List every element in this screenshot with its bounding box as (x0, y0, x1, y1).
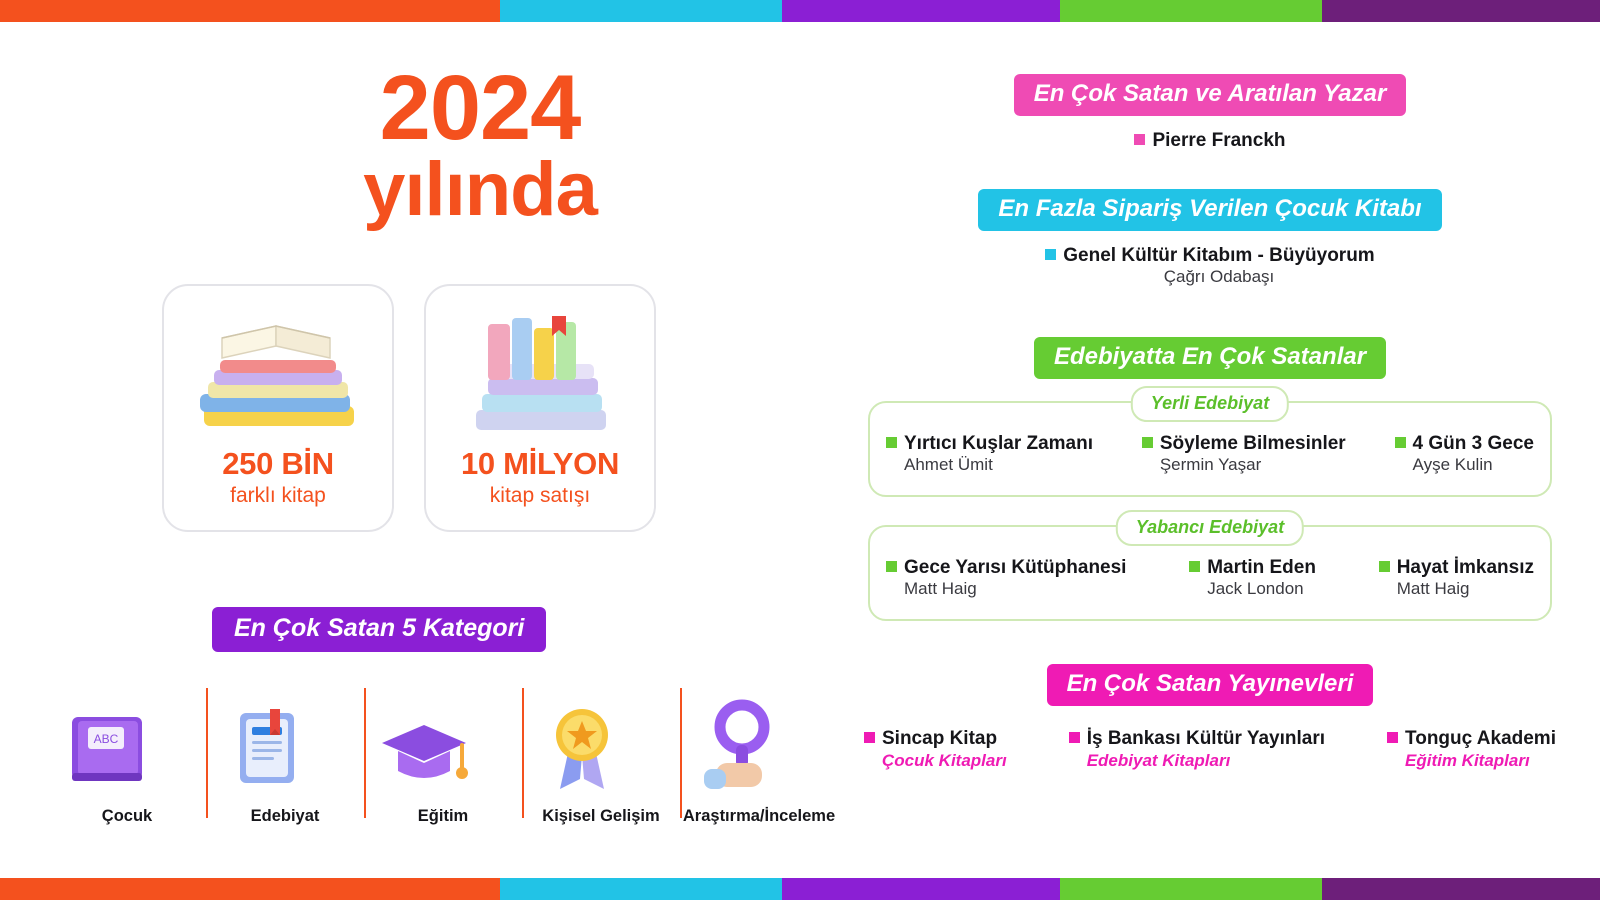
section-bestselling-author (850, 74, 1570, 152)
year-line-1: 2024 (379, 57, 581, 159)
stat-label: farklı kitap (230, 484, 326, 507)
book-title: Hayat İmkansız (1396, 557, 1534, 578)
strip-segment-plum-bottom (1322, 878, 1600, 900)
book-title-row (886, 433, 1093, 455)
categories-title: En Çok Satan 5 Kategori (212, 607, 546, 652)
blue-book-icon (206, 697, 364, 801)
author-entry (850, 130, 1570, 152)
publisher-item (1387, 728, 1556, 771)
category-item-kisisel-gelisim (522, 672, 680, 832)
section-bestselling-publishers (850, 664, 1570, 771)
bullet-magenta-icon (864, 732, 875, 743)
child-book-author: Çağrı Odabaşı (1163, 267, 1275, 286)
stat-number: 10 MİLYON (460, 446, 620, 481)
category-item-arastirma-inceleme (680, 672, 838, 832)
book-author: Ahmet Ümit (904, 455, 993, 474)
section-most-ordered-child-book (850, 189, 1570, 287)
book-title-row (886, 557, 1126, 579)
literature-item (1189, 557, 1316, 599)
book-author: Şermin Yaşar (1159, 455, 1262, 474)
category-label: Edebiyat (250, 807, 320, 825)
publisher-name: Sincap Kitap (882, 728, 998, 749)
literature-group-foreign (868, 517, 1552, 621)
stacked-books-icon (426, 302, 654, 452)
abc-book-icon (48, 697, 206, 801)
content-card (30, 22, 1570, 878)
child-book-title: Genel Kültür Kitabım - Büyüyorum (1063, 245, 1375, 266)
book-title: Martin Eden (1207, 557, 1316, 578)
publisher-name-row (1387, 728, 1556, 750)
stat-label: kitap satışı (489, 484, 591, 507)
category-item-edebiyat (206, 672, 364, 832)
book-author: Matt Haig (904, 579, 977, 598)
bullet-cyan-icon (1045, 249, 1056, 260)
book-author: Ayşe Kulin (1412, 455, 1493, 474)
literature-item (1395, 433, 1534, 475)
section-literature-bestsellers (850, 337, 1570, 621)
literature-group-label: Yerli Edebiyat (1131, 386, 1289, 422)
book-title: Yırtıcı Kuşlar Zamanı (904, 433, 1094, 454)
bottom-color-strip (0, 878, 1600, 900)
category-item-cocuk (48, 672, 206, 832)
strip-segment-green (1060, 0, 1322, 22)
book-author: Jack London (1207, 579, 1304, 598)
bullet-green-icon (886, 437, 897, 448)
author-name: Pierre Franckh (1152, 130, 1286, 151)
left-column (30, 22, 850, 878)
magnifier-hand-icon (680, 697, 838, 801)
strip-segment-purple-bottom (782, 878, 1060, 900)
book-title: 4 Gün 3 Gece (1412, 433, 1534, 454)
literature-item (886, 433, 1093, 475)
child-book-title-row (850, 245, 1570, 267)
bullet-magenta-icon (1069, 732, 1080, 743)
strip-segment-green-bottom (1060, 878, 1322, 900)
bullet-green-icon (1142, 437, 1153, 448)
bullet-magenta-icon (1387, 732, 1398, 743)
bullet-green-icon (886, 561, 897, 572)
child-book-entry (850, 245, 1570, 287)
strip-segment-purple (782, 0, 1060, 22)
bullet-green-icon (1189, 561, 1200, 572)
publisher-name: İş Bankası Kültür Yayınları (1086, 728, 1326, 749)
literature-group-domestic (868, 393, 1552, 497)
section-title-literature: Edebiyatta En Çok Satanlar (1034, 337, 1386, 379)
strip-segment-orange-bottom (0, 878, 500, 900)
bullet-green-icon (1379, 561, 1390, 572)
bullet-green-icon (1395, 437, 1406, 448)
category-label: Eğitim (417, 807, 469, 825)
category-row (48, 672, 838, 832)
category-label: Araştırma/İnceleme (682, 807, 836, 825)
book-title: Gece Yarısı Kütüphanesi (904, 557, 1127, 578)
category-label: Çocuk (101, 807, 153, 825)
stat-card-different-books (162, 284, 394, 532)
book-title-row (1189, 557, 1316, 579)
strip-segment-orange (0, 0, 500, 22)
right-column (850, 22, 1570, 878)
book-title-row (1395, 433, 1534, 455)
svg-text:ABC: ABC (93, 732, 119, 746)
award-medal-icon (522, 697, 680, 801)
section-title-publishers: En Çok Satan Yayınevleri (1047, 664, 1374, 706)
literature-item (886, 557, 1126, 599)
top-color-strip (0, 0, 1600, 22)
publisher-category: Eğitim Kitapları (1405, 751, 1530, 770)
literature-group-label: Yabancı Edebiyat (1116, 510, 1304, 546)
graduation-cap-icon (364, 697, 522, 801)
strip-segment-cyan-bottom (500, 878, 782, 900)
publisher-name: Tonguç Akademi (1405, 728, 1556, 749)
publisher-name-row (864, 728, 1007, 750)
section-title-child-book: En Fazla Sipariş Verilen Çocuk Kitabı (978, 189, 1441, 231)
book-title-row (1379, 557, 1534, 579)
section-title-author: En Çok Satan ve Aratılan Yazar (1014, 74, 1407, 116)
book-author: Matt Haig (1396, 579, 1470, 598)
year-heading (270, 57, 690, 232)
bullet-pink-icon (1134, 134, 1145, 145)
strip-segment-plum (1322, 0, 1600, 22)
stat-card-book-sales (424, 284, 656, 532)
strip-segment-cyan (500, 0, 782, 22)
publisher-name-row (1069, 728, 1325, 750)
literature-item (1142, 433, 1346, 475)
publisher-item (1069, 728, 1325, 771)
publisher-category: Çocuk Kitapları (882, 751, 1007, 770)
open-books-icon (164, 302, 392, 452)
book-title-row (1142, 433, 1346, 455)
publisher-item (864, 728, 1007, 771)
stat-number: 250 BİN (222, 446, 334, 481)
publisher-category: Edebiyat Kitapları (1086, 751, 1231, 770)
category-item-egitim (364, 672, 522, 832)
literature-item (1379, 557, 1534, 599)
year-line-2: yılında (363, 147, 597, 232)
book-title: Söyleme Bilmesinler (1159, 433, 1346, 454)
category-label: Kişisel Gelişim (542, 807, 660, 825)
